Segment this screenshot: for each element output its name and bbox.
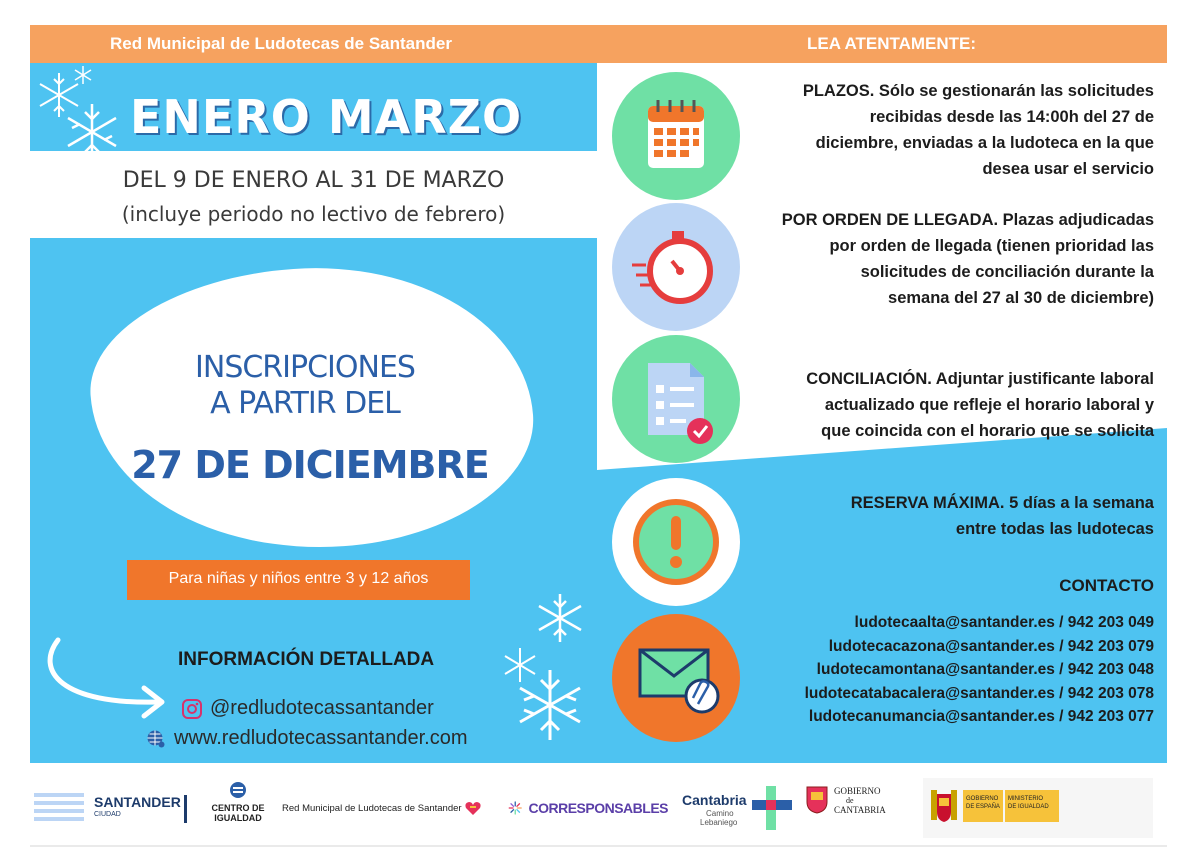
globe-icon <box>146 729 166 749</box>
snowflake-icon <box>510 665 590 745</box>
page-title: ENERO MARZO <box>130 90 523 144</box>
snowflake-icon <box>72 64 94 86</box>
santander-logo: SANTANDER CIUDAD <box>34 778 189 838</box>
header-right-title: LEA ATENTAMENTE: <box>807 34 977 53</box>
coat-of-arms-icon <box>929 788 959 824</box>
red-ludotecas-logo: Red Municipal de Ludotecas de Santander <box>282 778 497 838</box>
equality-mark-icon <box>228 780 248 800</box>
contact-list <box>805 611 1154 729</box>
instagram-handle: @redludotecassantander <box>210 697 434 719</box>
reservation-text: RESERVA MÁXIMA. 5 días a la semana entre todas las ludotecas <box>850 494 1154 538</box>
plazos-text: PLAZOS. Sólo se gestionarán las solicitudes recibidas desde las 14:00h del 27 de diciembre, enviadas a la ludoteca en la que desea usar el servicio <box>802 82 1154 178</box>
email-badge <box>612 614 740 742</box>
envelope-icon <box>612 614 740 742</box>
corresponsables-logo: CORRESPONSABLES <box>508 778 668 838</box>
website-url: www.redludotecassantander.com <box>174 727 468 749</box>
contact-item[interactable]: ludotecatabacalera@santander.es / 942 203 078 <box>804 684 1154 702</box>
stopwatch-icon <box>612 203 740 331</box>
centro-igualdad-logo: CENTRO DE IGUALDAD <box>206 778 270 838</box>
inscriptions-line1: INSCRIPCIONES <box>195 350 415 385</box>
date-note: (incluye periodo no lectivo de febrero) <box>121 202 506 226</box>
date-range: DEL 9 DE ENERO AL 31 DE MARZO <box>122 168 505 193</box>
shield-icon <box>806 784 828 814</box>
curved-arrow-icon <box>40 630 170 720</box>
info-heading: INFORMACIÓN DETALLADA <box>178 649 435 670</box>
footer-divider <box>30 845 1167 847</box>
stopwatch-badge <box>612 203 740 331</box>
gobierno-espana-logo: GOBIERNO DE ESPAÑA MINISTERIO DE IGUALDAD <box>923 778 1153 838</box>
snowflake-icon <box>532 590 588 646</box>
inscriptions-date: 27 DE DICIEMBRE <box>131 443 489 487</box>
cantabria-camino-logo: Cantabria Camino Lebaniego <box>682 778 794 838</box>
contact-heading: CONTACTO <box>1059 576 1154 595</box>
contact-item[interactable]: ludotecamontana@santander.es / 942 203 048 <box>816 661 1154 678</box>
heart-icon <box>464 799 482 817</box>
document-check-icon <box>612 335 740 463</box>
corresponsables-mark-icon <box>508 791 522 825</box>
document-badge <box>612 335 740 463</box>
instagram-link[interactable] <box>182 697 434 720</box>
contact-item[interactable]: ludotecanumancia@santander.es / 942 203 077 <box>808 708 1154 725</box>
footer-logos <box>30 778 1167 838</box>
exclamation-icon <box>612 478 740 606</box>
contact-item[interactable]: ludotecaalta@santander.es / 942 203 049 <box>854 614 1154 631</box>
conciliation-text: CONCILIACIÓN. Adjuntar justificante laboral actualizado que refleje el horario laboral y que coincida con el horario que se solicita <box>806 370 1154 440</box>
age-note: Para niñas y niños entre 3 y 12 años <box>168 570 429 587</box>
header-left-title: Red Municipal de Ludotecas de Santander <box>110 34 452 53</box>
website-link[interactable] <box>146 727 468 750</box>
calendar-badge <box>612 72 740 200</box>
snowflake-icon <box>60 100 124 164</box>
instagram-icon <box>182 699 202 719</box>
inscriptions-line2: A PARTIR DEL <box>210 386 400 421</box>
order-text: POR ORDEN DE LLEGADA. Plazas adjudicadas por orden de llegada (tienen prioridad las solicitudes de conciliación durante la semana del 27 al 30 de diciembre) <box>781 211 1154 307</box>
calendar-icon <box>612 72 740 200</box>
contact-item[interactable]: ludotecacazona@santander.es / 942 203 079 <box>828 637 1154 655</box>
cross-icon <box>752 786 792 830</box>
gobierno-cantabria-logo: GOBIERNO de CANTABRIA <box>806 778 916 838</box>
header-bar <box>30 25 1167 63</box>
alert-badge <box>612 478 740 606</box>
age-note-box <box>127 560 470 600</box>
